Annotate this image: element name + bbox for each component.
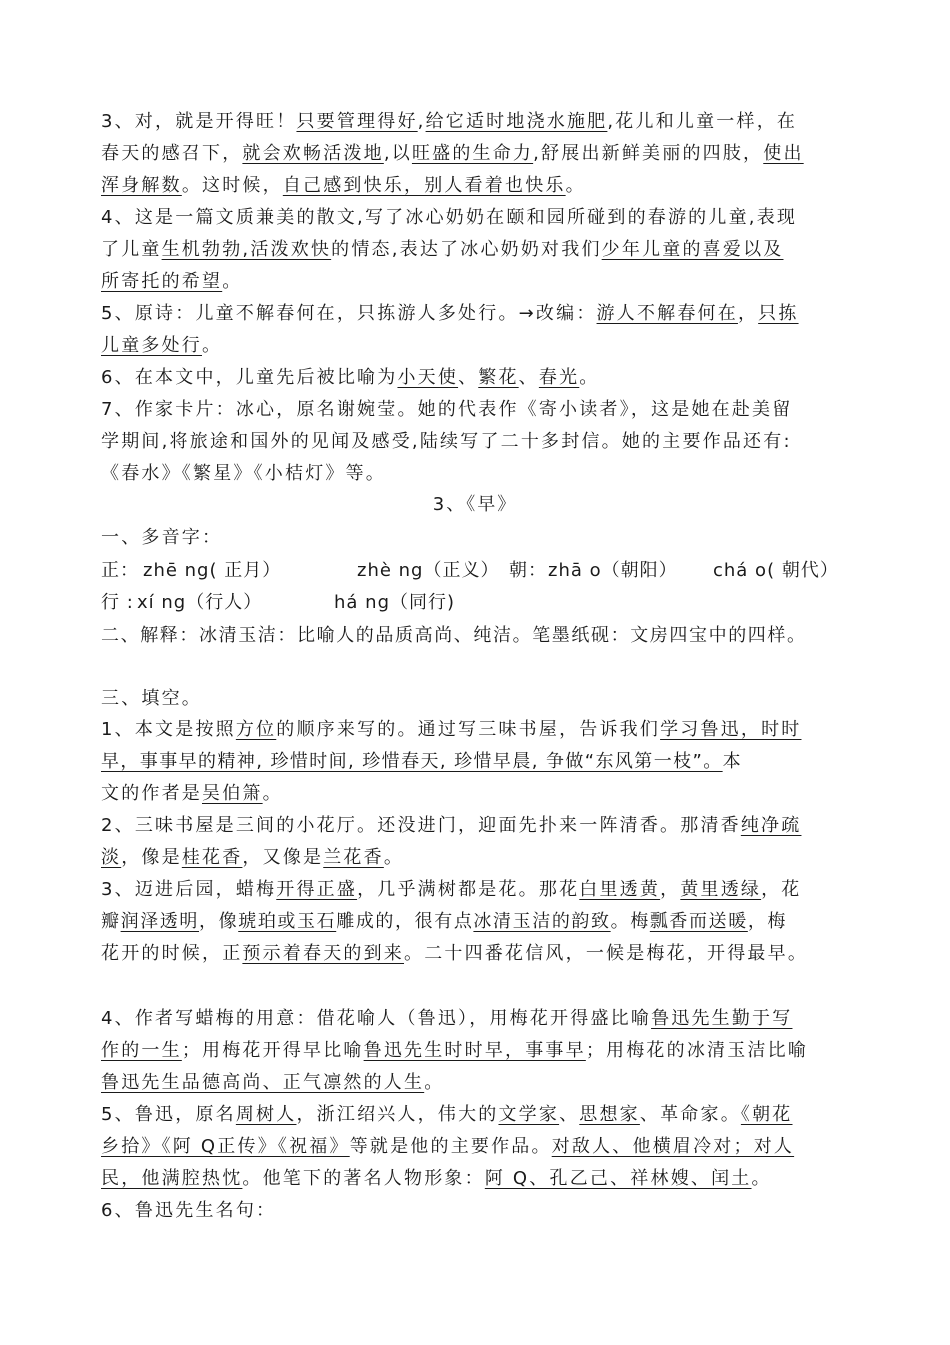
answer-blank: 黄里透绿: [680, 879, 762, 900]
text: ，花: [761, 879, 802, 900]
fill-2-line-1: [101, 815, 849, 839]
answer-blank: 少年儿童的喜爱以及: [601, 239, 784, 260]
section-explanation: 二、解释：冰清玉洁：比喻人的品质高尚、纯洁。笔墨纸砚：文房四宝中的四样。: [101, 625, 807, 646]
text: 瓣: [101, 911, 121, 932]
answer-5-line-1: [101, 303, 849, 327]
answer-blank: 浑身解数: [101, 175, 182, 196]
text: 文的作者是: [101, 783, 202, 804]
text: 。这时候，: [181, 175, 283, 196]
text: 。: [751, 1168, 772, 1189]
answer-blank: 淡: [101, 847, 122, 868]
pinyin-entry: chá o( 朝代）: [713, 560, 839, 581]
answer-blank: 冰清玉洁的韵致: [473, 911, 611, 932]
pinyin-entry: há ng（同行): [334, 592, 456, 613]
answer-blank: 旺盛的生命力: [411, 143, 534, 164]
answer-blank: 方位: [235, 719, 277, 740]
text: ，像: [199, 911, 239, 932]
answer-blank: 春光: [538, 367, 580, 388]
answer-blank: 游人不解春何在: [596, 303, 738, 324]
text: 、: [559, 1104, 580, 1125]
pinyin-row-xing: [101, 592, 849, 616]
text: 6、在本文中，儿童先后被比喻为: [101, 367, 398, 388]
answer-blank: 给它适时地浇水施肥: [425, 111, 608, 132]
text: 等就是他的主要作品。: [349, 1136, 552, 1157]
answer-4-line-1: [101, 207, 849, 231]
text: 3、迈进后园，蜡梅: [101, 879, 277, 900]
answer-blank: 纯净疏: [740, 815, 802, 836]
fill-3-line-2: [101, 911, 849, 935]
answer-blank: 只要管理得好: [296, 111, 418, 132]
text: 的情态,表达了冰心奶奶对我们: [331, 239, 602, 260]
fill-1-line-3: [101, 783, 849, 807]
answer-blank: 周树人: [235, 1104, 297, 1125]
answer-blank: 文学家: [498, 1104, 560, 1125]
fill-3-line-3: [101, 943, 849, 967]
answer-blank: 阿 Q、孔乙己、祥林嫂、闰土: [484, 1168, 752, 1189]
text: 。: [383, 847, 405, 868]
pinyin-entry: zhē ng( 正月）: [143, 560, 282, 581]
text: 。二十四番花信风，一候是梅花，开得最早。: [404, 943, 809, 964]
answer-blank: 白里透黄: [579, 879, 661, 900]
text: 5、原诗：儿童不解春何在，只拣游人多处行。→改编：: [101, 303, 597, 324]
text: 4、这是一篇文质兼美的散文,写了冰心奶奶在颐和园所碰到的春游的儿童,表现: [101, 207, 798, 228]
text: ，: [737, 303, 759, 324]
fill-2-line-2: [101, 847, 849, 871]
char-label: 朝：: [509, 560, 547, 581]
fill-5-line-2: [101, 1136, 849, 1160]
answer-3-line-1: [101, 111, 849, 135]
answer-4-line-2: [101, 239, 849, 263]
answer-blank: 只拣: [758, 303, 799, 324]
text: 。: [565, 175, 586, 196]
fill-4-line-3: [101, 1072, 849, 1096]
answer-blank: 作的一生: [101, 1040, 182, 1061]
answer-blank: 民，他满腔热忱: [101, 1168, 243, 1189]
text: 本: [722, 751, 743, 772]
answer-blank: 预示着春天的到来: [242, 943, 405, 964]
text: ，像是: [121, 847, 182, 868]
answer-blank: 鲁迅先生时时早，事事早: [363, 1040, 586, 1061]
text: ，梅: [747, 911, 788, 932]
text: ，又像是: [242, 847, 324, 868]
text: 。梅: [610, 911, 650, 932]
text: 。: [262, 783, 283, 804]
section-heading-polyphonic: 一、多音字：: [101, 527, 223, 548]
answer-blank: 小天使: [397, 367, 459, 388]
answer-blank: 琥珀或玉石: [238, 911, 337, 932]
pinyin-entry: zhā o（朝阳）: [548, 560, 678, 581]
fill-4-line-1: [101, 1008, 849, 1032]
fill-1-line-1: [101, 719, 849, 743]
text: 3、对，就是开得旺！: [101, 111, 297, 132]
text: 1、本文是按照: [101, 719, 236, 740]
answer-7-line-2: 学期间,将旅途和国外的见闻及感受,陆续写了二十多封信。她的主要作品还有:: [101, 431, 792, 452]
answer-blank: 早，事事早的精神, 珍惜时间, 珍惜春天, 珍惜早晨, 争做“东风第一枝”。: [101, 751, 723, 772]
text: 雕成的，很有点: [336, 911, 474, 932]
text: 。: [202, 335, 223, 356]
fill-5-line-1: [101, 1104, 849, 1128]
answer-3-line-3: [101, 175, 849, 199]
text: 、革命家。: [639, 1104, 741, 1125]
text: 2、三味书屋是三间的小花厅。还没进门，迎面先扑来一阵清香。那清香: [101, 815, 741, 836]
text: ；用梅花的冰清玉洁比喻: [585, 1040, 809, 1061]
text: ,: [417, 111, 426, 132]
pinyin-row-zheng-chao: [101, 560, 849, 584]
answer-7-line-3: 《春水》《繁星》《小桔灯》等。: [101, 463, 386, 484]
char-label: 行 :: [101, 592, 134, 613]
answer-blank: 使出: [763, 143, 804, 164]
text: ,以: [383, 143, 412, 164]
answer-blank: 就会欢畅活泼地: [242, 143, 384, 164]
section-heading-fill: 三、填空。: [101, 688, 202, 709]
answer-5-line-2: [101, 335, 849, 359]
text: 的顺序来写的。通过写三味书屋，告诉我们: [276, 719, 661, 740]
answer-blank: 《朝花: [740, 1104, 793, 1125]
text: 。: [222, 271, 243, 292]
answer-blank: 开得正盛: [276, 879, 358, 900]
answer-blank: 瓢香而送暖: [649, 911, 748, 932]
answer-blank: 繁花: [478, 367, 519, 388]
fill-5-line-3: [101, 1168, 849, 1192]
fill-3-line-1: [101, 879, 849, 903]
answer-blank: 兰花香: [323, 847, 384, 868]
pinyin-entry: xí ng（行人）: [137, 592, 263, 613]
text: 。: [424, 1072, 445, 1093]
text: 春天的感召下，: [101, 143, 243, 164]
fill-1-line-2: [101, 751, 849, 775]
answer-blank: 儿童多处行: [101, 335, 202, 356]
answer-blank: 桂花香: [181, 847, 243, 868]
fill-6: 6、鲁迅先生名句：: [101, 1200, 277, 1221]
text: ，浙江绍兴人，伟大的: [296, 1104, 499, 1125]
text: ,舒展出新鲜美丽的四肢，: [533, 143, 764, 164]
answer-blank: 学习鲁迅，时时: [660, 719, 802, 740]
answer-blank: 吴伯箫: [202, 783, 263, 804]
answer-blank: 乡拾》《阿 Q正传》《祝福》: [101, 1136, 350, 1157]
text: 了儿童: [101, 239, 162, 260]
answer-blank: 自己感到快乐，别人看着也快乐: [282, 175, 566, 196]
answer-blank: 所寄托的希望: [101, 271, 223, 292]
answer-blank: 思想家: [579, 1104, 640, 1125]
text: 。: [579, 367, 600, 388]
lesson-title: 3、《早》: [432, 494, 518, 515]
answer-blank: 鲁迅先生品德高尚、正气凛然的人生: [101, 1072, 425, 1093]
answer-6: [101, 367, 849, 391]
pinyin-entry: zhè ng（正义）: [357, 560, 500, 581]
answer-blank: 对敌人、他横眉冷对；对人: [551, 1136, 795, 1157]
answer-7-line-1: 7、作家卡片：冰心，原名谢婉莹。她的代表作《寄小读者》，这是她在赴美留: [101, 399, 793, 420]
answer-3-line-2: [101, 143, 849, 167]
char-label: 正：: [101, 560, 139, 581]
text: ，: [660, 879, 681, 900]
text: 、: [518, 367, 539, 388]
answer-blank: 生机勃勃,活泼欢快: [161, 239, 332, 260]
text: 。他笔下的著名人物形象：: [242, 1168, 485, 1189]
answer-4-line-3: [101, 271, 849, 295]
text: 花开的时候，正: [101, 943, 243, 964]
text: 5、鲁迅，原名: [101, 1104, 236, 1125]
answer-blank: 鲁迅先生勤于写: [651, 1008, 793, 1029]
answer-blank: 润泽透明: [120, 911, 200, 932]
text: 4、作者写蜡梅的用意：借花喻人（鲁迅），用梅花开得盛比喻: [101, 1008, 652, 1029]
fill-4-line-2: [101, 1040, 849, 1064]
text: 、: [458, 367, 479, 388]
text: ；用梅花开得早比喻: [181, 1040, 364, 1061]
text: ,花儿和儿童一样，在: [607, 111, 798, 132]
text: ，几乎满树都是花。那花: [357, 879, 580, 900]
